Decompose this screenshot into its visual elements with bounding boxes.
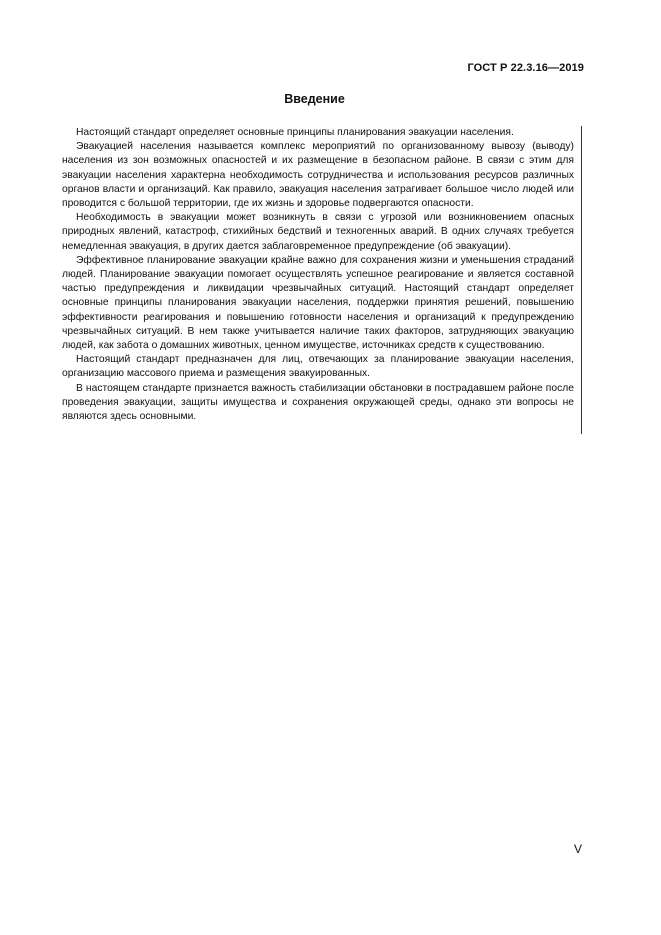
body-text <box>62 126 574 424</box>
change-bar <box>581 126 582 434</box>
page-number: V <box>574 842 583 856</box>
paragraph: В настоящем стандарте признается важность стабилизации обстановки в пострадавшем районе после проведения эвакуации, защиты имущества и сохранения окружающей среды, однако эти вопросы не являются здесь основными. <box>62 382 574 423</box>
paragraph: Настоящий стандарт определяет основные принципы планирования эвакуации населения. <box>76 127 514 138</box>
paragraph: Настоящий стандарт предназначен для лиц, отвечающих за планирование эвакуации населения, организацию массового приема и размещения эвакуированных. <box>62 354 574 380</box>
paragraph: Необходимость в эвакуации может возникнуть в связи с угрозой или возникновением опасных природных явлений, катастроф, стихийных бедствий и техногенных аварий. В одних случаях требуется немедленная эвакуация, в других дается заблаговременное предупреждение (об эвакуации). <box>62 212 574 252</box>
paragraph: Эффективное планирование эвакуации крайне важно для сохранения жизни и уменьшения страданий людей. Планирование эвакуации помогает осуществлять успешное реагирование и является составной частью предупреждения и ликвидации чрезвычайных ситуаций. Настоящий стандарт определяет основные принципы планирования эвакуации населения, поддержки принятия решений, повышению эффективности реагирования и повышению готовности населения и организаций к предупреждению чрезвычайных ситуаций. В нем также учитывается наличие таких факторов, затрудняющих эвакуацию людей, как забота о домашних животных, ценном имуществе, источниках средств к существованию. <box>62 254 574 352</box>
document-code: ГОСТ Р 22.3.16—2019 <box>467 62 584 74</box>
section-title: Введение <box>284 92 345 106</box>
paragraph: Эвакуацией населения называется комплекс мероприятий по организованному вывозу (выводу) населения из зон возможных опасностей и их размещение в безопасном районе. В связи с этим для эвакуации населения характерна необходимость сотрудничества и использования ресурсов различных органов власти и организаций. Как правило, эвакуация населения затрагивает большое число людей или проводится с большой территории, где их жизнь и здоровье подвергаются опасности. <box>62 141 574 210</box>
